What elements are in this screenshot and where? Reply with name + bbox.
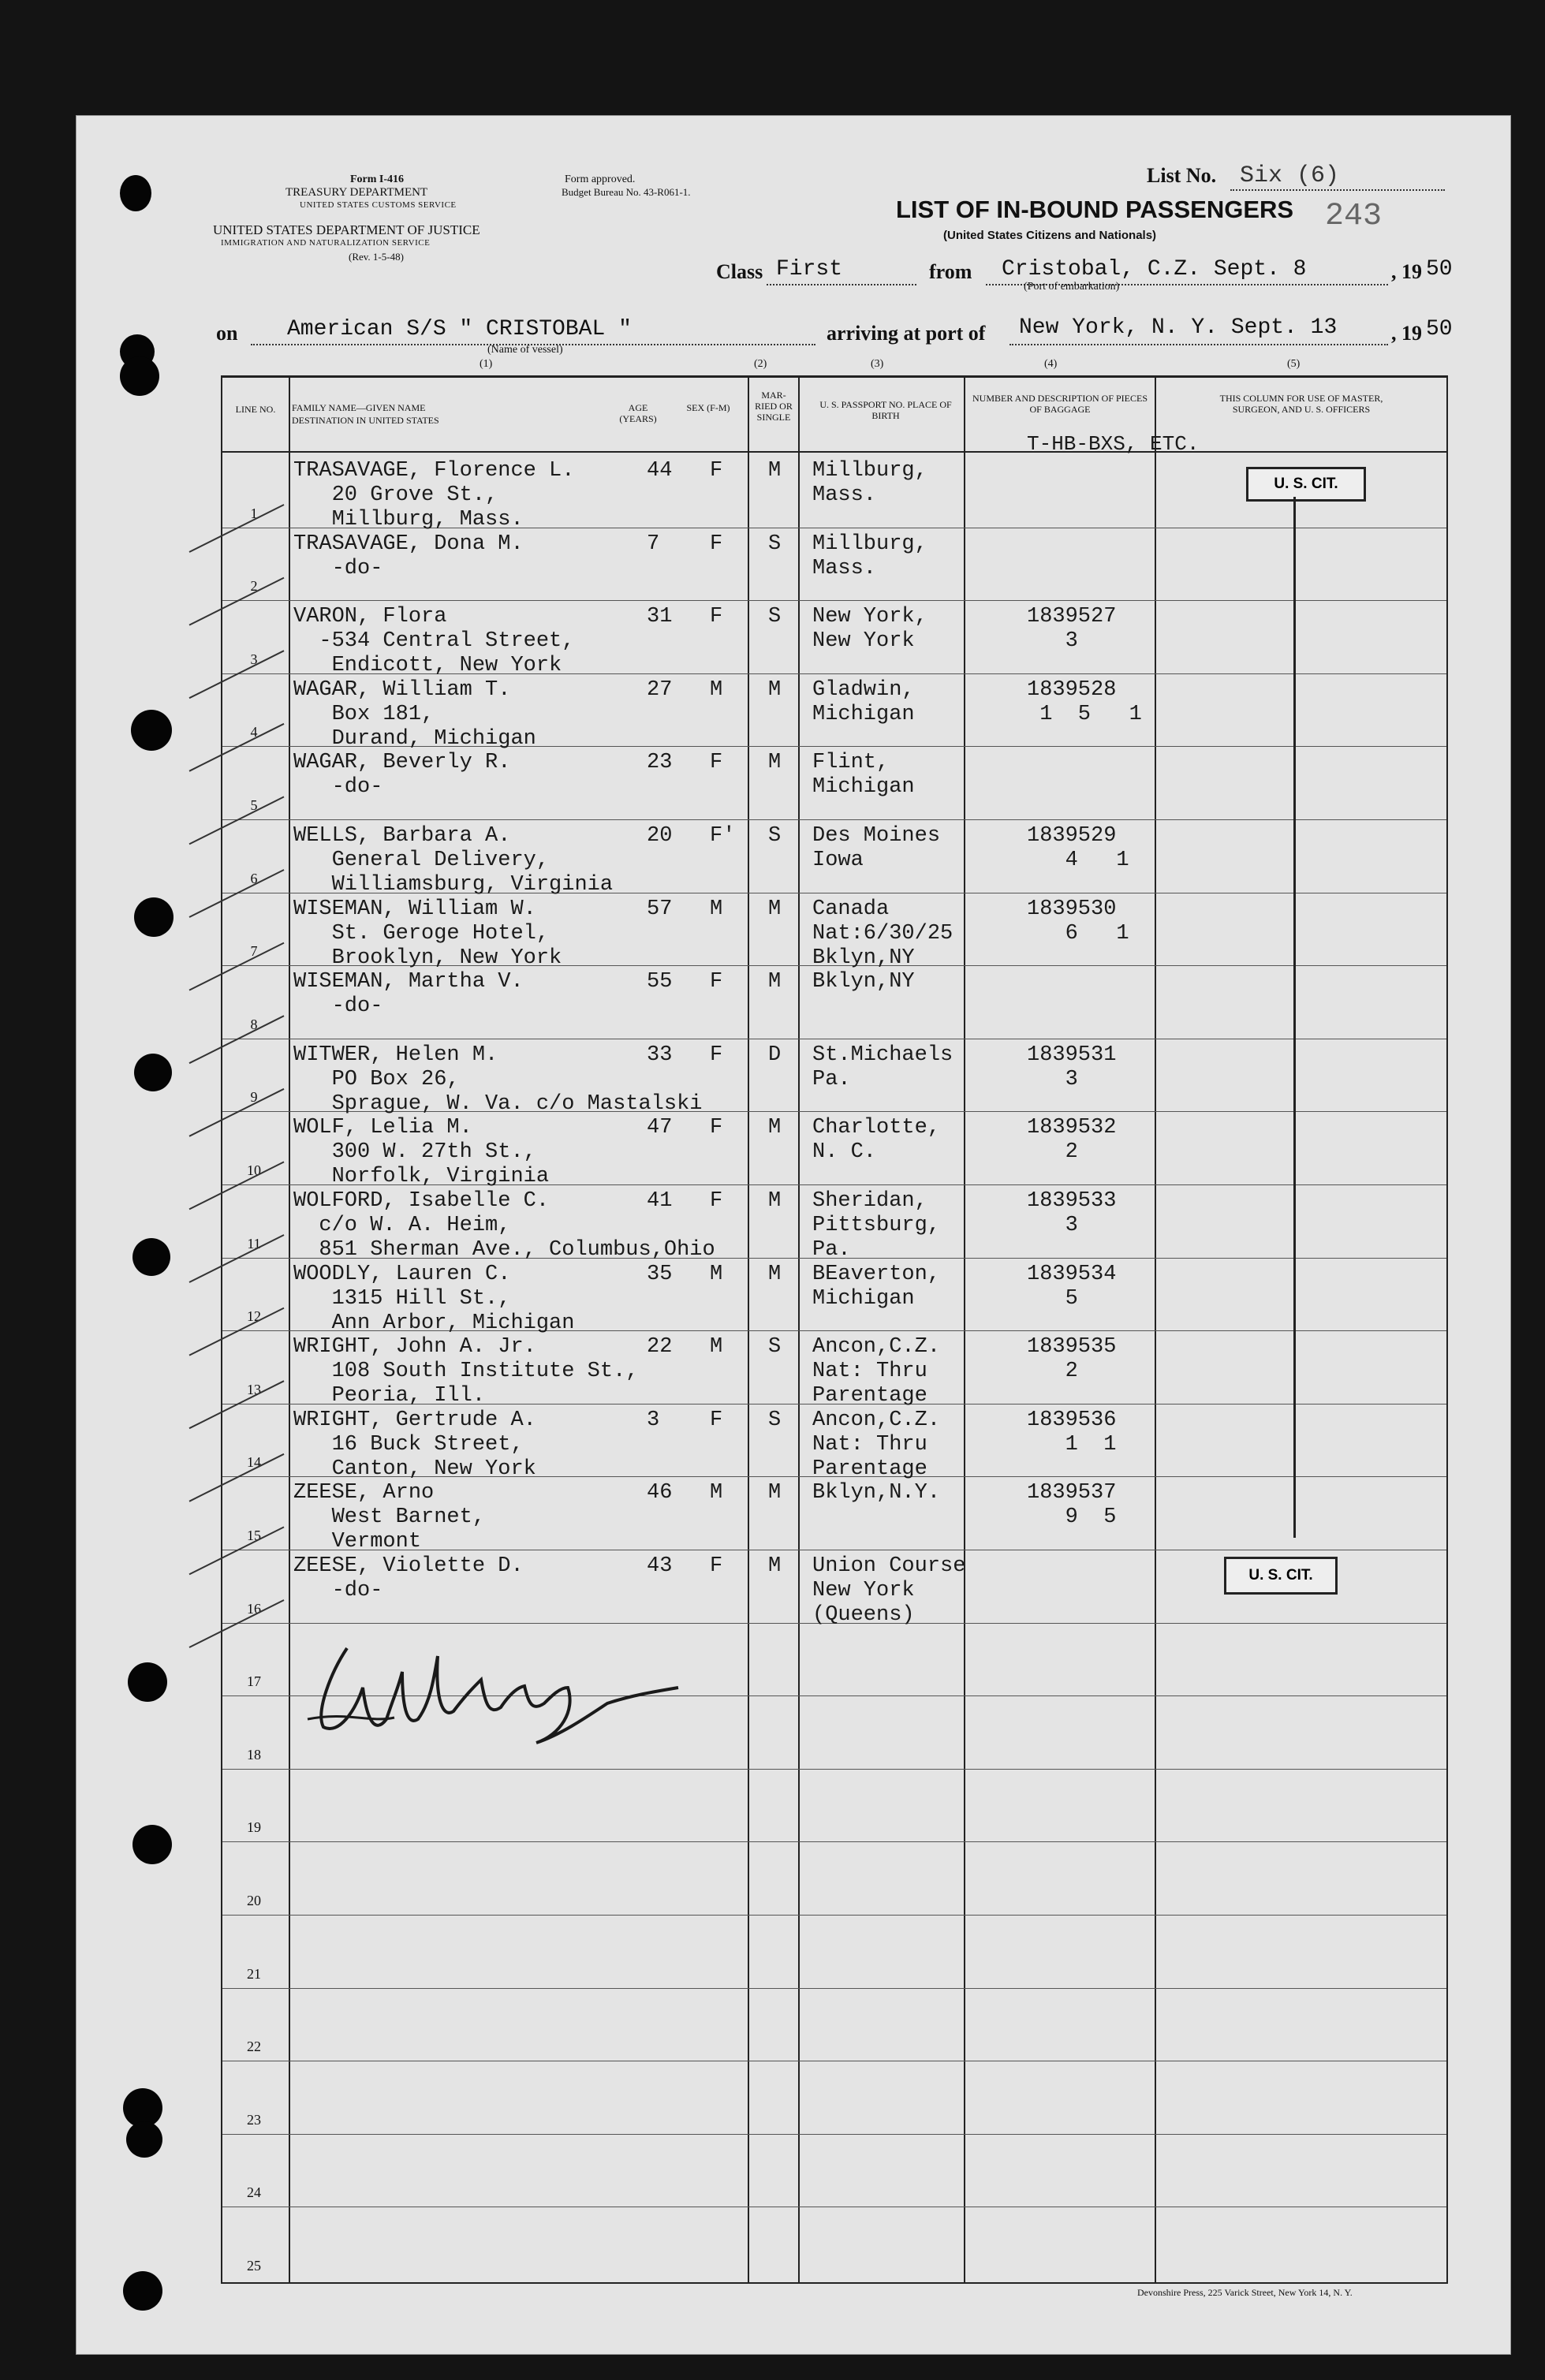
tick-mark	[189, 724, 284, 771]
passenger-birthplace: Des Moines Iowa	[812, 824, 941, 872]
passenger-marital-status: M	[768, 1554, 782, 1578]
line-number: 4	[250, 724, 258, 740]
column-number-3: (3)	[871, 358, 884, 370]
tick-mark	[189, 1600, 284, 1647]
class-label: Class	[716, 260, 763, 283]
passenger-sex: F	[710, 1408, 723, 1432]
passenger-baggage: 1839534 5	[1027, 1262, 1117, 1311]
passenger-age: 55	[647, 970, 673, 994]
list-subtitle: (United States Citizens and Nationals)	[943, 229, 1157, 242]
year-value-1: 50	[1426, 257, 1453, 282]
tick-marks	[181, 489, 292, 1751]
tick-mark	[189, 943, 284, 990]
list-no-value: Six (6)	[1240, 162, 1340, 189]
passenger-age: 20	[647, 824, 673, 848]
row-separator	[222, 2134, 1446, 2135]
passenger-birthplace: New York, New York	[812, 605, 927, 654]
passenger-name-address: ZEESE, Arno West Barnet, Vermont	[293, 1481, 486, 1554]
line-number: 21	[247, 1965, 261, 1982]
passenger-marital-status: S	[768, 1335, 782, 1360]
passenger-name-address: WOLF, Lelia M. 300 W. 27th St., Norfolk, Virginia	[293, 1116, 550, 1189]
tick-mark	[189, 1381, 284, 1428]
passenger-name-address: VARON, Flora -534 Central Street, Endicott, New York	[293, 605, 575, 678]
passenger-birthplace: Bklyn,NY	[812, 970, 915, 994]
passenger-marital-status: S	[768, 532, 782, 556]
line-number: 3	[250, 651, 258, 667]
passenger-age: 41	[647, 1189, 673, 1213]
passenger-baggage: 1839536 1 1	[1027, 1408, 1117, 1457]
year-value-2: 50	[1426, 317, 1453, 341]
passenger-sex: F	[710, 1043, 723, 1067]
punch-hole	[131, 710, 172, 751]
form-approved: Form approved.	[565, 173, 636, 185]
header-family-name: FAMILY NAME—GIVEN NAME	[292, 402, 426, 413]
passenger-sex: M	[710, 1481, 723, 1505]
passenger-marital-status: M	[768, 1116, 782, 1140]
passenger-birthplace: Charlotte, N. C.	[812, 1116, 941, 1165]
passenger-marital-status: M	[768, 459, 782, 483]
line-number: 17	[247, 1673, 261, 1690]
passenger-age: 23	[647, 751, 673, 775]
passenger-birthplace: Union Course New York (Queens)	[812, 1554, 966, 1627]
treasury-department: TREASURY DEPARTMENT	[285, 186, 428, 199]
table-top-rule	[221, 375, 1448, 378]
tick-mark	[189, 1089, 284, 1136]
tick-mark	[189, 1308, 284, 1356]
passenger-marital-status: S	[768, 824, 782, 848]
passenger-birthplace: Millburg, Mass.	[812, 532, 927, 580]
passenger-marital-status: M	[768, 897, 782, 921]
line-number: 13	[247, 1381, 261, 1397]
from-label: from	[929, 260, 972, 283]
passenger-baggage: 1839530 6 1	[1027, 897, 1129, 946]
passenger-sex: F	[710, 1116, 723, 1140]
passenger-birthplace: Canada Nat:6/30/25 Bklyn,NY	[812, 897, 953, 970]
header-destination: DESTINATION IN UNITED STATES	[292, 415, 439, 426]
passenger-age: 31	[647, 605, 673, 629]
passenger-marital-status: S	[768, 605, 782, 629]
line-number: 20	[247, 1893, 261, 1908]
passenger-baggage: 1839537 9 5	[1027, 1481, 1117, 1530]
line-number: 11	[247, 1235, 261, 1252]
header-officers: THIS COLUMN FOR USE OF MASTER, SURGEON, AND U. S. OFFICERS	[1219, 393, 1383, 415]
line-number: 16	[247, 1600, 261, 1617]
passenger-age: 43	[647, 1554, 673, 1578]
us-citizen-stamp-top: U. S. CIT.	[1246, 467, 1366, 502]
line-number: 18	[247, 1746, 261, 1763]
line-number: 2	[250, 578, 258, 595]
row-separator	[222, 600, 1446, 601]
punch-hole	[134, 1054, 172, 1091]
passenger-baggage: 1839535 2	[1027, 1335, 1117, 1384]
passenger-marital-status: M	[768, 1481, 782, 1505]
passenger-birthplace: Flint, Michigan	[812, 751, 915, 800]
arriving-label: arriving at port of	[827, 322, 986, 345]
punch-hole	[120, 356, 159, 396]
passenger-baggage: 1839531 3	[1027, 1043, 1117, 1091]
list-title: LIST OF IN-BOUND PASSENGERS	[896, 196, 1294, 223]
row-separator	[222, 1841, 1446, 1842]
passenger-marital-status: M	[768, 1189, 782, 1213]
passenger-name-address: WOLFORD, Isabelle C. c/o W. A. Heim, 851 Sherman Ave., Columbus,Ohio	[293, 1189, 715, 1262]
tick-mark	[189, 505, 284, 552]
tick-mark	[189, 1235, 284, 1282]
passenger-birthplace: BEaverton, Michigan	[812, 1262, 941, 1311]
passenger-sex: M	[710, 1262, 723, 1286]
header-baggage: NUMBER AND DESCRIPTION OF PIECES OF BAGGAGE	[972, 393, 1148, 415]
tick-mark	[189, 651, 284, 698]
passenger-name-address: WITWER, Helen M. PO Box 26, Sprague, W. Va. c/o Mastalski	[293, 1043, 703, 1116]
passenger-age: 7	[647, 532, 660, 556]
header-sex: SEX (F-M)	[686, 402, 730, 413]
header-married: MAR-RIED OR SINGLE	[755, 390, 793, 423]
year-prefix-1: , 19	[1391, 260, 1422, 283]
punch-hole	[128, 1662, 167, 1702]
passenger-name-address: WELLS, Barbara A. General Delivery, Williamsburg, Virginia	[293, 824, 614, 897]
tick-mark	[189, 1162, 284, 1209]
tick-mark	[189, 796, 284, 844]
embarkation-value: Cristobal, C.Z. Sept. 8	[1002, 257, 1307, 282]
form-number: Form I-416	[350, 173, 405, 185]
passenger-birthplace: Millburg, Mass.	[812, 459, 927, 507]
passenger-baggage: 1839528 1 5 1	[1027, 677, 1142, 726]
class-value: First	[776, 257, 843, 282]
column-number-5: (5)	[1287, 358, 1301, 370]
line-number: 6	[250, 870, 258, 886]
line-number: 14	[247, 1454, 261, 1471]
passenger-baggage: 1839532 2	[1027, 1116, 1117, 1165]
passenger-sex: F	[710, 970, 723, 994]
passenger-sex: F	[710, 459, 723, 483]
passenger-sex: M	[710, 677, 723, 702]
punch-hole	[132, 1825, 172, 1864]
passenger-marital-status: M	[768, 1262, 782, 1286]
passenger-name-address: WAGAR, William T. Box 181, Durand, Michigan	[293, 677, 536, 751]
passenger-name-address: WRIGHT, John A. Jr. 108 South Institute St., Peoria, Ill.	[293, 1335, 639, 1408]
line-number: 23	[247, 2111, 261, 2128]
passenger-marital-status: S	[768, 1408, 782, 1432]
ins-service: IMMIGRATION AND NATURALIZATION SERVICE	[221, 238, 431, 248]
page-number: 243	[1325, 199, 1383, 234]
passenger-age: 33	[647, 1043, 673, 1067]
tick-mark	[189, 1016, 284, 1063]
passenger-birthplace: Ancon,C.Z. Nat: Thru Parentage	[812, 1335, 941, 1408]
passenger-name-address: WISEMAN, Martha V. -do-	[293, 970, 524, 1019]
passenger-marital-status: M	[768, 677, 782, 702]
passenger-age: 3	[647, 1408, 660, 1432]
column-number-2: (2)	[754, 358, 767, 370]
line-number: 1	[250, 505, 258, 521]
budget-bureau: Budget Bureau No. 43-R061-1.	[562, 186, 691, 198]
passenger-birthplace: Bklyn,N.Y.	[812, 1481, 941, 1505]
passenger-age: 57	[647, 897, 673, 921]
port-caption: (Port of embarkation)	[1024, 281, 1120, 293]
passenger-age: 44	[647, 459, 673, 483]
passenger-baggage: 1839529 4 1	[1027, 824, 1129, 872]
line-number: 15	[247, 1528, 261, 1543]
passenger-sex: F	[710, 751, 723, 775]
passenger-sex: M	[710, 897, 723, 921]
row-separator	[222, 1769, 1446, 1770]
passenger-sex: F'	[710, 824, 736, 848]
year-prefix-2: , 19	[1391, 322, 1422, 345]
passenger-sex: F	[710, 1189, 723, 1213]
passenger-sex: F	[710, 532, 723, 556]
passenger-name-address: ZEESE, Violette D. -do-	[293, 1554, 524, 1602]
passenger-name-address: WISEMAN, William W. St. Geroge Hotel, Brooklyn, New York	[293, 897, 562, 970]
line-number: 12	[247, 1308, 261, 1325]
header-age: AGE (YEARS)	[619, 402, 657, 424]
header-passport: U. S. PASSPORT NO. PLACE OF BIRTH	[819, 399, 952, 421]
on-label: on	[216, 322, 238, 345]
passenger-baggage: 1839533 3	[1027, 1189, 1117, 1237]
tick-mark	[189, 1527, 284, 1574]
passenger-age: 22	[647, 1335, 673, 1360]
row-separator	[222, 1915, 1446, 1916]
line-number: 24	[247, 2184, 261, 2201]
line-number: 25	[247, 2258, 261, 2274]
passenger-birthplace: Gladwin, Michigan	[812, 677, 915, 726]
passenger-sex: F	[710, 1554, 723, 1578]
passenger-marital-status: M	[768, 970, 782, 994]
passenger-age: 35	[647, 1262, 673, 1286]
passenger-age: 46	[647, 1481, 673, 1505]
header-line-no: LINE NO.	[235, 404, 276, 415]
officer-signature	[300, 1625, 694, 1759]
revision-date: (Rev. 1-5-48)	[349, 251, 404, 263]
passenger-name-address: TRASAVAGE, Dona M. -do-	[293, 532, 524, 580]
punch-hole	[132, 1238, 170, 1276]
passenger-birthplace: Ancon,C.Z. Nat: Thru Parentage	[812, 1408, 941, 1481]
punch-hole	[126, 2121, 162, 2158]
tick-mark	[189, 870, 284, 917]
arrival-value: New York, N. Y. Sept. 13	[1019, 315, 1338, 340]
list-no-label: List No.	[1147, 164, 1217, 187]
justice-department: UNITED STATES DEPARTMENT OF JUSTICE	[213, 222, 480, 237]
passenger-age: 27	[647, 677, 673, 702]
punch-hole	[120, 175, 151, 211]
punch-hole	[123, 2271, 162, 2311]
passenger-age: 47	[647, 1116, 673, 1140]
tick-mark	[189, 1454, 284, 1501]
punch-hole	[134, 897, 174, 937]
line-number: 19	[247, 1819, 261, 1836]
line-number: 9	[250, 1089, 258, 1106]
line-number: 5	[250, 797, 258, 813]
column-number-1: (1)	[480, 358, 493, 370]
passenger-marital-status: D	[768, 1043, 782, 1067]
line-number: 22	[247, 2039, 261, 2055]
passenger-name-address: WRIGHT, Gertrude A. 16 Buck Street, Canton, New York	[293, 1408, 536, 1481]
line-number: 10	[247, 1162, 261, 1178]
passenger-birthplace: Sheridan, Pittsburg, Pa.	[812, 1189, 941, 1262]
tick-mark	[189, 578, 284, 625]
line-number: 8	[250, 1016, 258, 1032]
row-separator	[222, 1988, 1446, 1989]
passenger-name-address: WOODLY, Lauren C. 1315 Hill St., Ann Arbor, Michigan	[293, 1262, 575, 1335]
header-bottom-rule	[221, 451, 1448, 453]
vessel-value: American S/S " CRISTOBAL "	[287, 317, 632, 341]
table-bottom-rule	[221, 2282, 1448, 2284]
passenger-sex: F	[710, 605, 723, 629]
column-number-4: (4)	[1044, 358, 1058, 370]
row-separator	[222, 819, 1446, 820]
passenger-name-address: WAGAR, Beverly R. -do-	[293, 751, 511, 800]
customs-service: UNITED STATES CUSTOMS SERVICE	[300, 200, 457, 210]
line-number: 7	[250, 943, 258, 960]
passenger-baggage: 1839527 3	[1027, 605, 1117, 654]
passenger-sex: M	[710, 1335, 723, 1360]
us-citizen-stamp-bottom: U. S. CIT.	[1224, 1557, 1338, 1595]
passenger-name-address: TRASAVAGE, Florence L. 20 Grove St., Millburg, Mass.	[293, 459, 575, 532]
printer-imprint: Devonshire Press, 225 Varick Street, New York 14, N. Y.	[1137, 2287, 1353, 2298]
passenger-marital-status: M	[768, 751, 782, 775]
baggage-note: T-HB-BXS, ETC.	[1027, 432, 1200, 456]
vessel-caption: (Name of vessel)	[487, 344, 563, 356]
passenger-birthplace: St.Michaels Pa.	[812, 1043, 953, 1091]
